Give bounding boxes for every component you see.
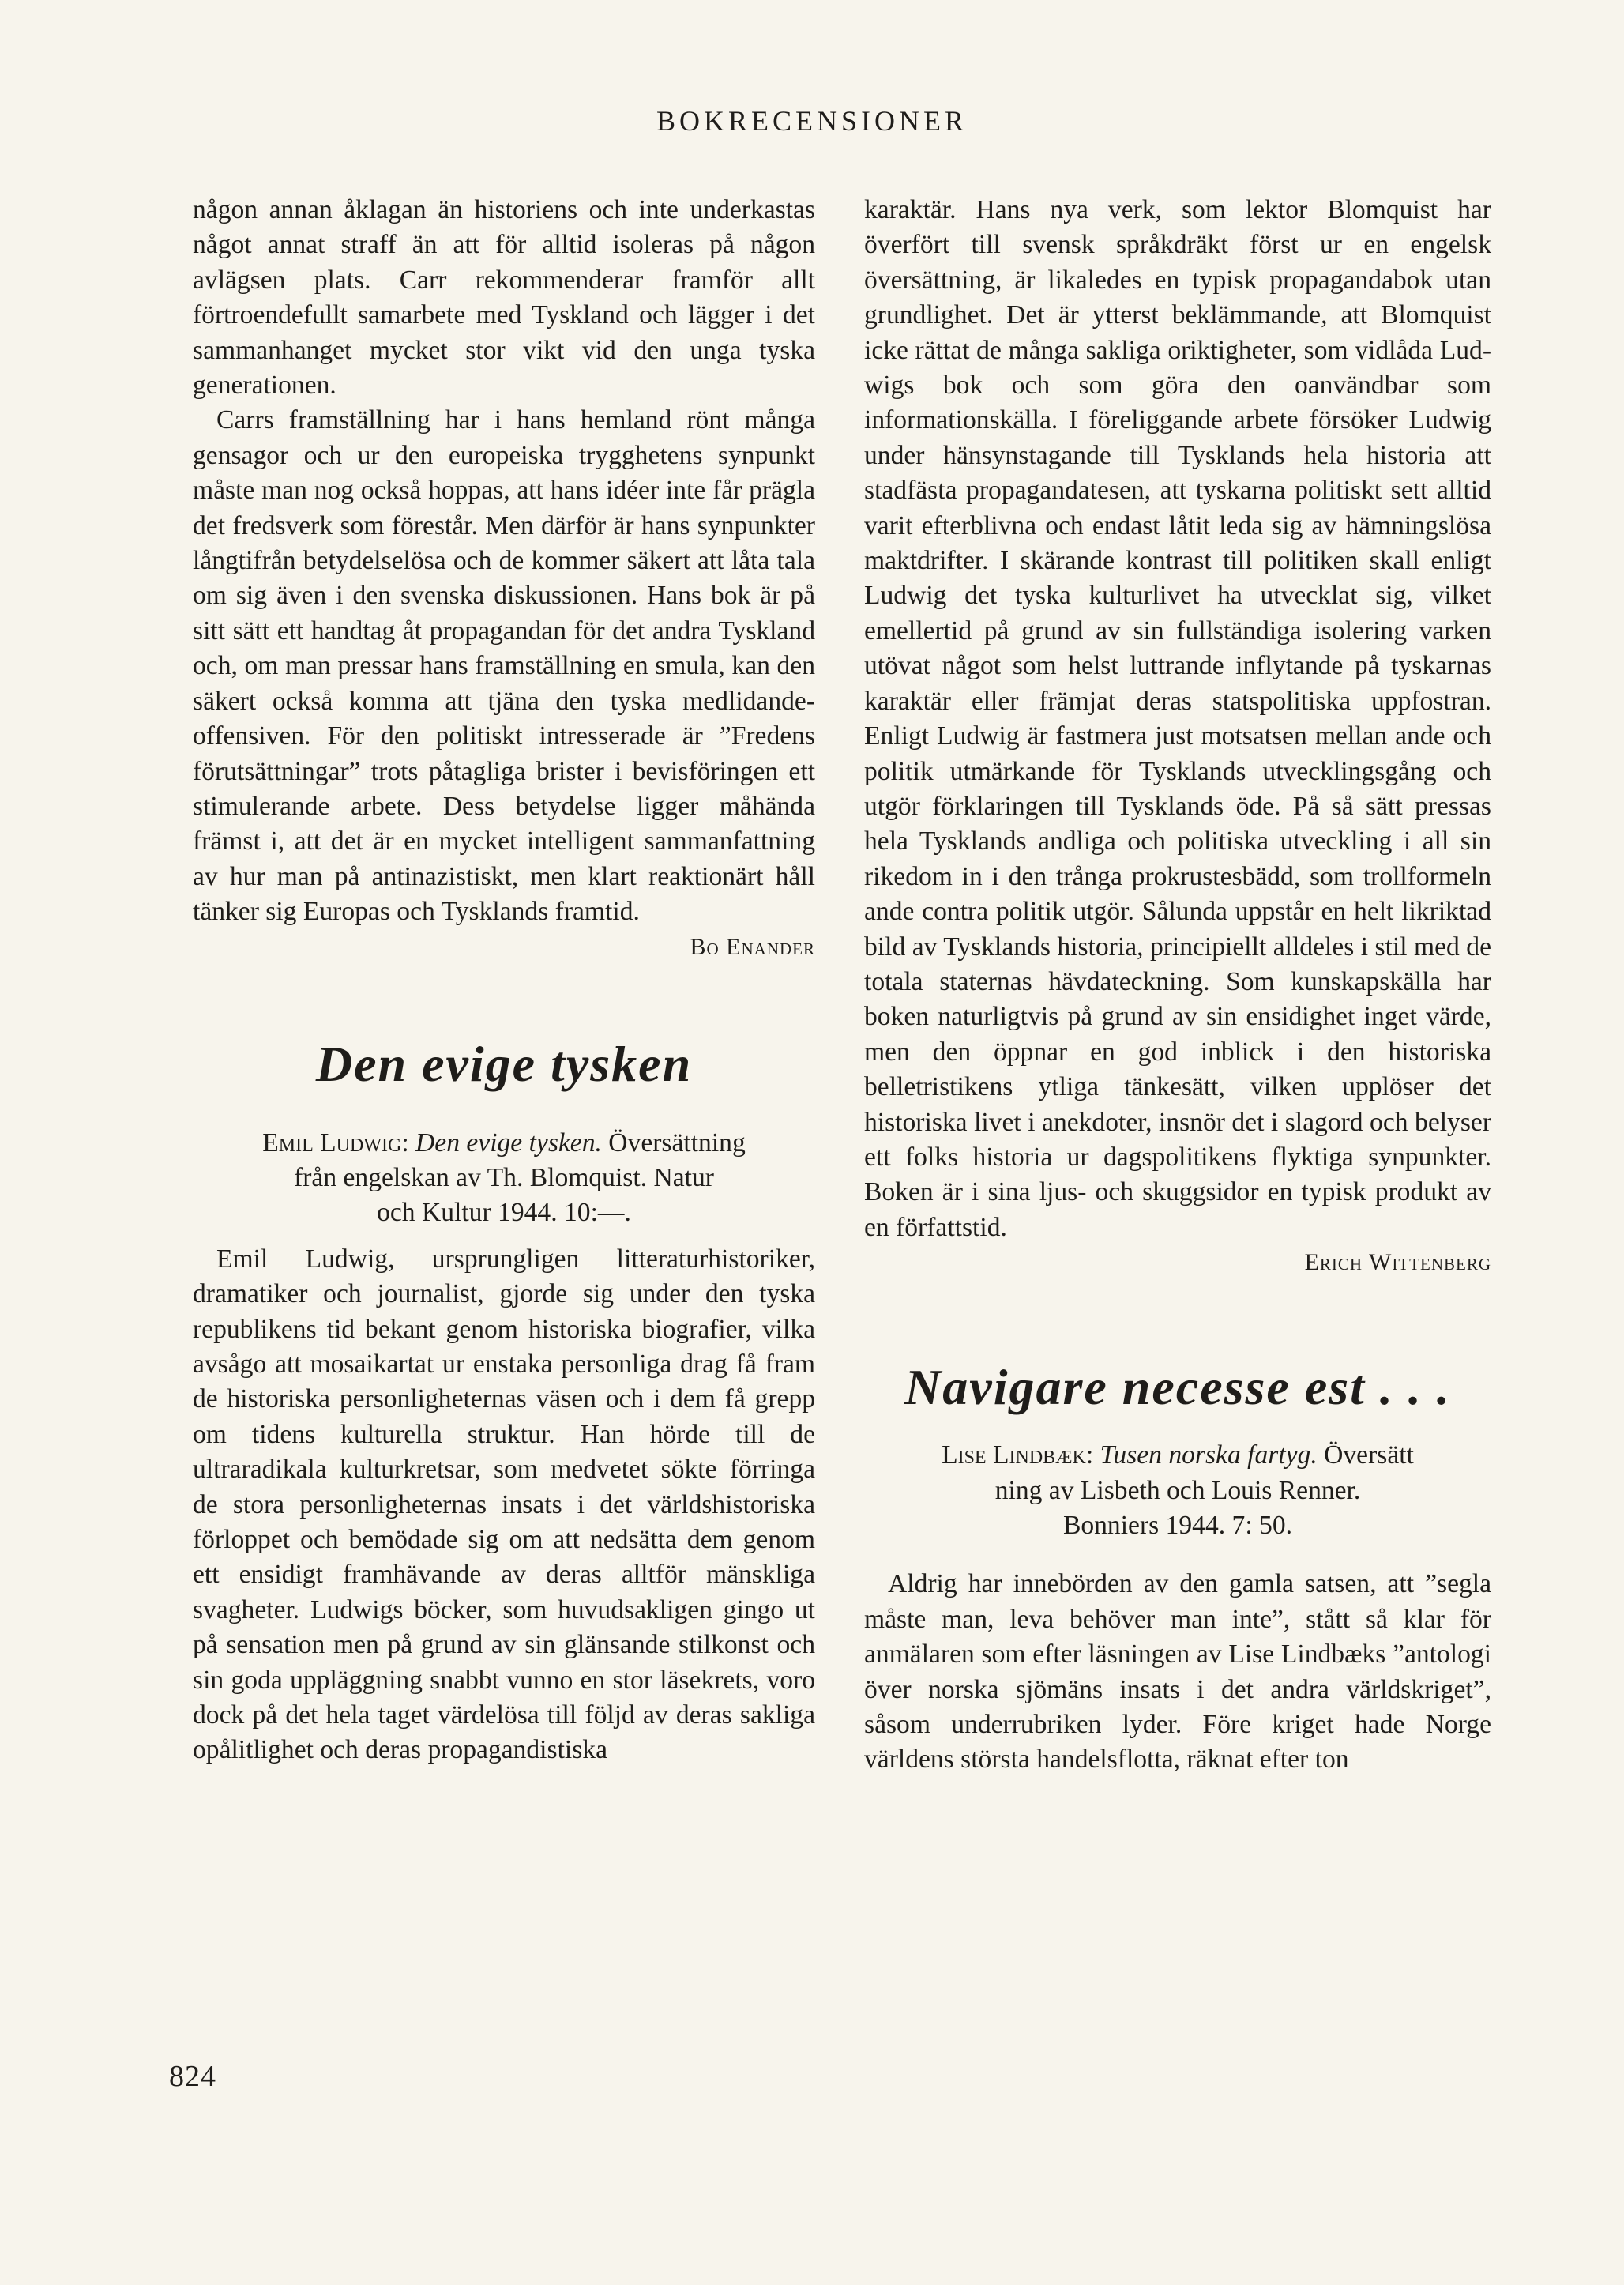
body-paragraph: Emil Ludwig, ursprungligen litteraturhistoriker, dramatiker och journalist, gjorde sig under den tyska republikens tid bekant genom historiska biografier, vilka avsågo att mosaikartat ur enstaka personliga drag få fram de historiska personligheternas väsen och i dem få grepp om tidens kulturella struktur. Han hörde till de ultraradikala kulturkretsar, som medvetet sökte förringa de stora personligheternas insats i det världshistoriska förloppet och bemödade sig om att nedsätta dem genom ett ensidigt framhävande av deras alltför mänskliga svagheter. Ludwigs böcker, som huvudsakligen gingo ut på sensation men på grund av sin glänsande stilkonst och sin goda uppläggning snabbt vunno en stor läsekrets, voro dock på det hela taget värdelösa till följd av deras sakliga opålitlighet och deras propagandistiska [193,1244,815,1765]
review-title: Den evige tysken [315,1035,693,1092]
body-paragraph: någon annan åklagan än historiens och inte underkastas något annat straff än att för alltid isoleras på någon avlägsen plats. Carr rekommenderar framför allt förtroendefullt samarbete med Tyskland och lägger i det sammanhanget mycket stor vikt vid den unga tyska generationen. [193,195,815,401]
book-citation: Lise Lindbæk: Tusen norska fartyg. Översätt ning av Lisbeth och Louis Renner. Bonniers 1944. 7: 50. [864,1438,1491,1543]
left-column [193,193,815,1768]
citation-details: Bonniers 1944. 7: 50. [1062,1511,1293,1540]
reviewer-signature: Bo Enander [690,933,815,960]
citation-book-title: Den evige tysken. [415,1127,602,1158]
citation-author: Lise Lindbæk [942,1440,1086,1470]
body-paragraph: Carrs framställning har i hans hemland rönt många gensagor och ur den europeiska trygghetens synpunkt måste man nog också hoppas, att hans idéer inte får prägla det fredsverk som förestår. Men därför är hans synpunkter långtifrån betydelselösa och de kommer säkert att låta tala om sig även i den svenska diskussionen. Hans bok är på sitt sätt ett handtag åt propagandan för det andra Tyskland och, om man pressar hans framställning en smula, kan den säkert också komma att tjäna den tyska medlidandeoffensiven. För den politiskt intresserade är ”Fredens förutsättningar” trots påtagliga brister i bevisföringen ett stimulerande arbete. Dess betydelse ligger måhända främst i, att det är en mycket intelligent sammanfattning av hur man på antinazistiskt, men klart reaktionärt håll tänker sig Europas och Tysklands framtid. [193,405,815,927]
citation-details: Översätt [1317,1440,1414,1470]
book-citation: Emil Ludwig: Den evige tysken. Översättning från engelskan av Th. Blomquist. Natur och Kultur 1944. 10:—. [193,1126,815,1231]
citation-author: Emil Ludwig [262,1127,402,1158]
page-number: 824 [169,2060,216,2093]
citation-details: Översättning [601,1127,746,1158]
citation-details: och Kultur 1944. 10:—. [377,1198,631,1228]
citation-details: från engelskan av Th. Blomquist. Natur [294,1162,714,1192]
reviewer-signature: Erich Wittenberg [1304,1249,1491,1276]
running-head: BOKRECENSIONER [656,105,968,137]
body-paragraph: Aldrig har innebörden av den gamla satsen, att ”segla måste man, leva behöver man inte”, stått så klar för anmälaren som efter läsningen av Lise Lindbæks ”antologi över norska sjömäns insats i det andra världskriget”, såsom underrubriken lyder. Före kriget hade Norge världens största handelsflotta, räknat efter ton [864,1569,1491,1775]
right-column [864,193,1491,1778]
review-title: Navigare necesse est . . . [904,1359,1451,1416]
citation-book-title: Tusen norska fartyg. [1100,1440,1318,1470]
body-paragraph: karaktär. Hans nya verk, som lektor Blomquist har överfört till svensk språkdräkt först ur en engelsk översättning, är likaledes en typisk propagandabok utan grundlighet. Det är ytterst beklämmande, att Blomquist icke rättat de många sakliga oriktigheter, som vidlåda Ludwigs bok och som göra den oanvändbar som informationskälla. I föreliggande arbete försöker Ludwig under hänsynstagande till Tysklands hela historia att stadfästa propagandatesen, att tyskarna politiskt sett alltid varit efterblivna och endast låtit leda sig av hämningslösa maktdrifter. I skärande kontrast till politiken skall enligt Ludwig det tyska kulturlivet ha utvecklat sig, vilket emellertid på grund av sin fullständiga isolering varken utövat något som helst luttrande inflytande på tyskarnas karaktär eller främjat deras statspolitiska uppfostran. Enligt Ludwig är fastmera just motsatsen mellan ande och politik utmärkande för Tysklands utvecklingsgång och utgör förklaringen till Tysklands öde. På så sätt pressas hela Tysklands andliga och politiska utveckling i all sin rikedom in i den trånga prokrustesbädd, som trollformeln ande contra politik utgör. Sålunda uppstår en helt likriktad bild av Tysklands historia, principiellt alldeles i stil med de totala staternas hävdateckning. Som kunskapskälla har boken naturligtvis på grund av sin ensidighet inget värde, men den öppnar en god inblick i den historiska belletristikens ytliga tänkesätt, vilken upplöser det historiska livet i anekdoter, insnör det i slagord och belyser ett folks historia ur dagspolitikens flyktiga synpunkter. Boken är i sina ljus- och skuggsidor en typisk produkt av en författstid. [864,195,1491,1242]
citation-details: ning av Lisbeth och Louis Renner. [994,1475,1361,1505]
